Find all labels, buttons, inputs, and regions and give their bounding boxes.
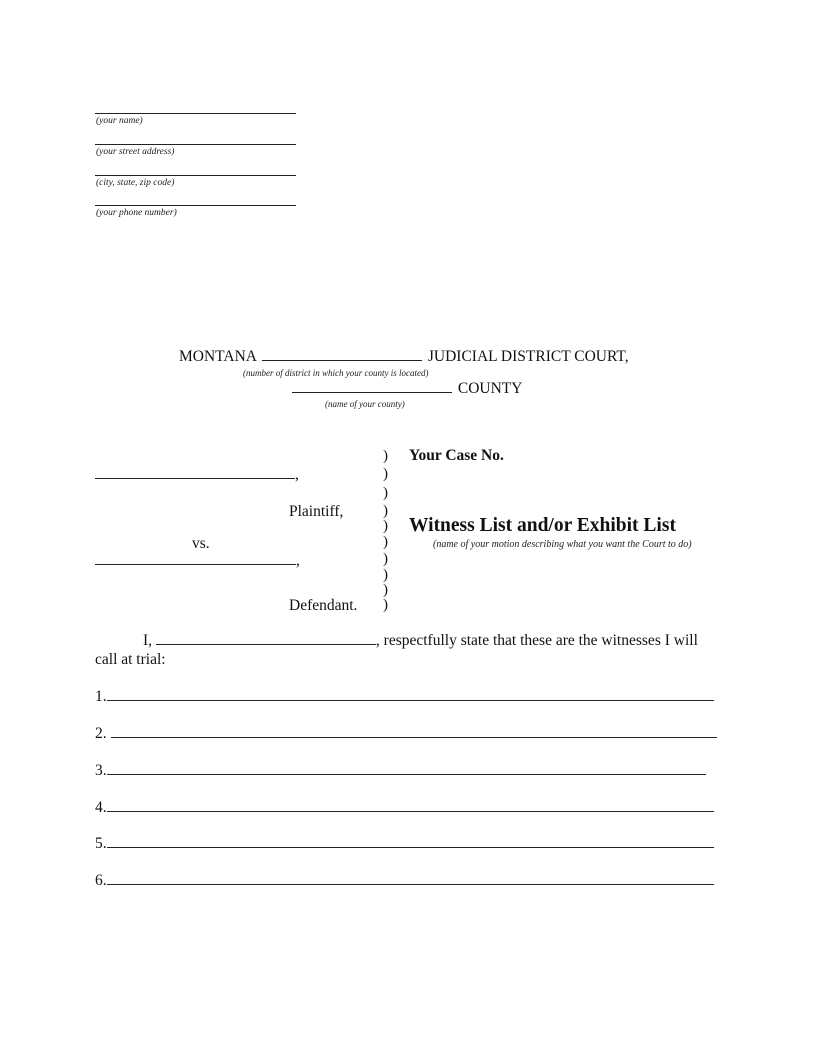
- plaintiff-name-field[interactable]: [95, 478, 295, 479]
- witness-item-6: 6.: [95, 872, 714, 890]
- paren: ): [383, 582, 388, 598]
- vs-label: vs.: [192, 535, 210, 552]
- paren: ): [383, 466, 388, 482]
- witness-item-5: 5.: [95, 835, 714, 853]
- paren: ): [383, 503, 388, 519]
- name-field-hint: (your name): [96, 116, 143, 126]
- paren: ): [383, 597, 388, 613]
- city-state-zip-field-hint: (city, state, zip code): [96, 178, 175, 188]
- name-field-line[interactable]: [95, 113, 296, 114]
- defendant-label: Defendant.: [289, 597, 358, 614]
- judicial-district-court-label: JUDICIAL DISTRICT COURT,: [427, 348, 629, 365]
- paren: ): [383, 567, 388, 583]
- district-hint: (number of district in which your county is located): [243, 368, 429, 378]
- paren: ): [383, 551, 388, 567]
- plaintiff-name-line: ,: [95, 466, 299, 484]
- document-title-hint: (name of your motion describing what you want the Court to do): [433, 539, 692, 550]
- witness-item-4: 4.: [95, 799, 714, 817]
- montana-label: MONTANA: [179, 348, 257, 365]
- statement-line-2: call at trial:: [95, 651, 166, 668]
- court-line-1: [179, 348, 629, 366]
- street-address-field-hint: (your street address): [96, 147, 175, 157]
- witness-4-field[interactable]: [107, 811, 714, 812]
- county-hint: (name of your county): [325, 399, 405, 409]
- street-address-field-line[interactable]: [95, 144, 296, 145]
- witness-1-field[interactable]: [107, 700, 714, 701]
- witness-6-field[interactable]: [107, 884, 714, 885]
- paren: ): [383, 534, 388, 550]
- declarant-name-field[interactable]: [156, 644, 376, 645]
- county-line: [292, 380, 522, 398]
- phone-field-hint: (your phone number): [96, 208, 177, 218]
- witness-item-3: 3.: [95, 762, 706, 780]
- witness-item-2: 2.: [95, 725, 717, 743]
- district-number-field[interactable]: [262, 360, 422, 361]
- phone-field-line[interactable]: [95, 205, 296, 206]
- plaintiff-label: Plaintiff,: [289, 503, 344, 520]
- witness-5-field[interactable]: [107, 847, 714, 848]
- witness-item-1: 1.: [95, 688, 714, 706]
- county-name-field[interactable]: [292, 392, 452, 393]
- paren: ): [383, 448, 388, 464]
- county-label: COUNTY: [457, 380, 523, 397]
- defendant-name-line: ,: [95, 552, 300, 570]
- witness-2-field[interactable]: [111, 737, 717, 738]
- paren: ): [383, 518, 388, 534]
- city-state-zip-field-line[interactable]: [95, 175, 296, 176]
- paren: ): [383, 485, 388, 501]
- statement-line-1: I, , respectfully state that these are the witnesses I will: [143, 632, 698, 649]
- case-number-label: Your Case No.: [409, 447, 504, 464]
- defendant-name-field[interactable]: [95, 564, 296, 565]
- witness-3-field[interactable]: [107, 774, 706, 775]
- document-title: Witness List and/or Exhibit List: [409, 515, 676, 536]
